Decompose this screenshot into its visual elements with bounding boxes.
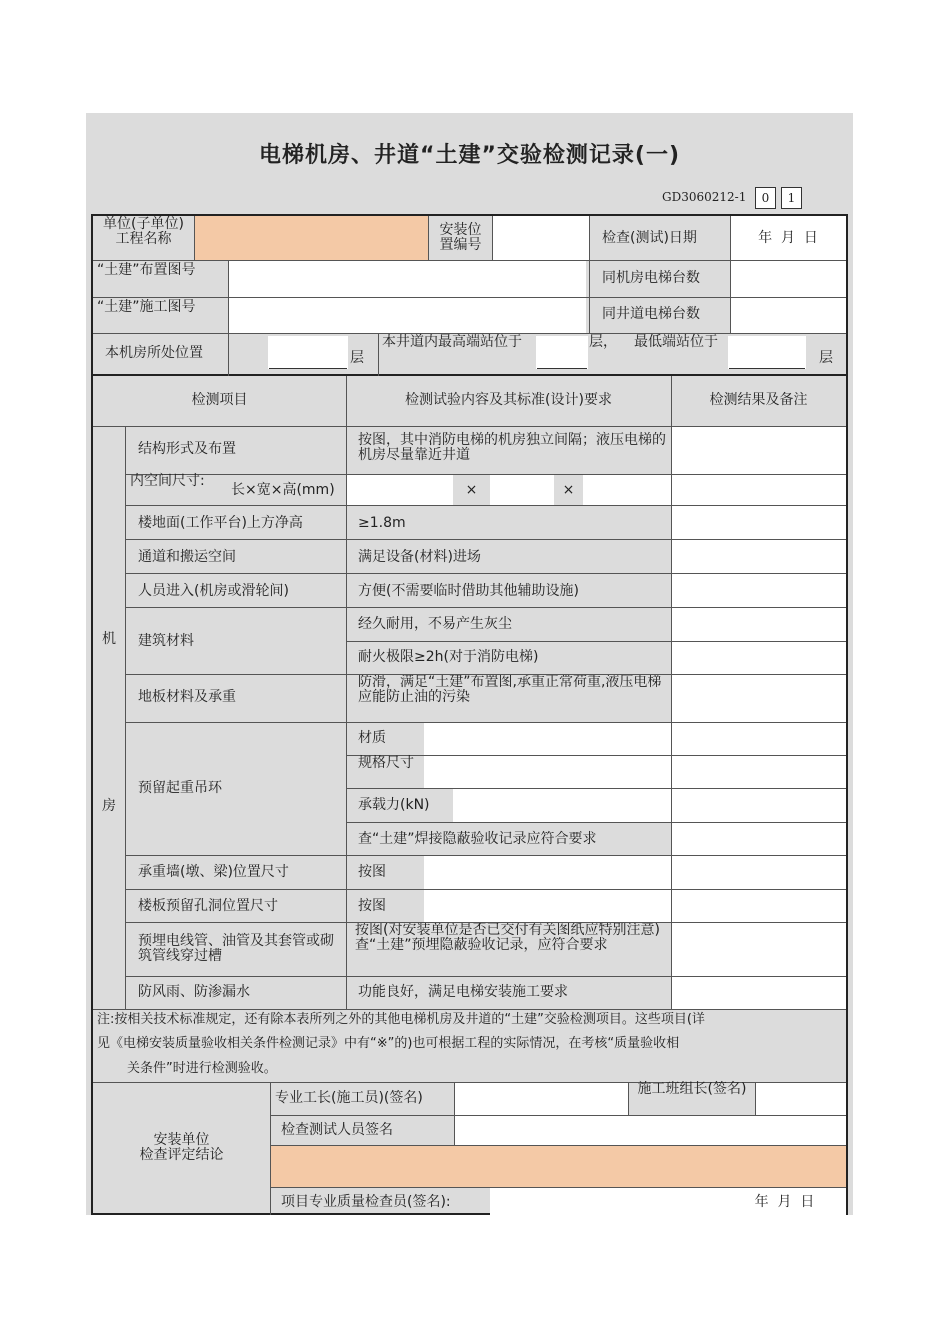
same-room-label: 同机房电梯台数 — [602, 270, 700, 286]
result-r8b[interactable] — [424, 755, 846, 788]
result-r10[interactable] — [424, 889, 846, 922]
room-location-input[interactable] — [268, 336, 348, 369]
result-r2[interactable] — [671, 474, 846, 505]
result-r9[interactable] — [424, 855, 846, 889]
width-input[interactable] — [490, 474, 554, 505]
install-label: 安装位 置编号 — [439, 222, 482, 253]
unit-label: 单位(子单位) 工程名称 — [103, 216, 184, 247]
result-r3[interactable] — [671, 505, 846, 539]
result-r5[interactable] — [671, 573, 846, 607]
unit-name-input[interactable] — [194, 216, 428, 260]
r5-item: 人员进入(机房或滑轮间) — [138, 583, 289, 599]
same-shaft-count-input[interactable] — [730, 297, 846, 333]
qc-date: 年 月 日 — [754, 1194, 815, 1210]
result-r4[interactable] — [671, 539, 846, 573]
result-r8c[interactable] — [453, 788, 846, 822]
result-r11[interactable] — [671, 922, 846, 976]
code-box-1[interactable]: 0 — [755, 187, 776, 209]
code-box-2[interactable]: 1 — [781, 187, 802, 209]
result-r8a[interactable] — [424, 722, 846, 755]
install-position-input[interactable] — [492, 216, 589, 260]
result-r6a[interactable] — [671, 607, 846, 641]
layout-drawing-label: “土建”布置图号 — [97, 262, 196, 278]
date-value: 年 月 日 — [758, 230, 818, 246]
r8-sub3: 承载力(kN) — [358, 797, 430, 813]
bottom-station-label: 最低端站位于 — [634, 334, 718, 350]
room-location-label: 本机房所处位置 — [105, 345, 203, 361]
conclusion-input[interactable] — [270, 1145, 846, 1187]
r8-sub2: 规格尺寸 — [358, 755, 414, 771]
r11-item: 预埋电线管、油管及其套管或砌筑管线穿过槽 — [138, 933, 334, 964]
floor-label-top: 层， — [589, 334, 617, 350]
col-result-header: 检测结果及备注 — [709, 392, 808, 408]
r5-req: 方便(不需要临时借助其他辅助设施) — [358, 583, 579, 599]
floor-label-1: 层 — [350, 350, 364, 366]
same-room-count-input[interactable] — [730, 260, 846, 297]
result-r8d[interactable] — [671, 822, 846, 855]
r2-item: 内空间尺寸: — [130, 473, 205, 489]
inspector-label: 检查测试人员签名 — [281, 1122, 393, 1138]
foreman-signature[interactable] — [454, 1082, 628, 1115]
r1-req: 按图，其中消防电梯的机房独立间隔；液压电梯的机房尽量靠近井道 — [358, 432, 666, 463]
note-line-2: 见《电梯安装质量验收相关条件检测记录》中有“※”的)也可根据工程的实际情况，在考核“质量验收相 — [97, 1036, 680, 1051]
bottom-station-input[interactable] — [728, 336, 806, 369]
result-r12[interactable] — [671, 976, 846, 1009]
r6-req2: 耐火极限≥2h(对于消防电梯) — [358, 649, 539, 665]
construction-drawing-input[interactable] — [228, 297, 586, 333]
conclusion-label: 安装单位 检查评定结论 — [139, 1132, 224, 1163]
r3-item: 楼地面(工作平台)上方净高 — [138, 515, 303, 531]
r9-item: 承重墙(墩、梁)位置尺寸 — [138, 864, 289, 880]
r8-sub1: 材质 — [358, 730, 386, 746]
r10-item: 楼板预留孔洞位置尺寸 — [138, 898, 278, 914]
height-input[interactable] — [583, 474, 671, 505]
group-label-top: 机 — [102, 631, 116, 647]
group-label-bottom: 房 — [102, 798, 116, 814]
r2-x1: × — [465, 482, 478, 498]
qc-signature[interactable] — [490, 1187, 723, 1215]
r6-item: 建筑材料 — [138, 633, 194, 649]
qc-label: 项目专业质量检查员(签名): — [281, 1194, 451, 1210]
r7-item: 地板材料及承重 — [138, 689, 236, 705]
r8-sub4: 查“土建”焊接隐蔽验收记录应符合要求 — [358, 831, 597, 847]
result-r1[interactable] — [671, 426, 846, 474]
r4-item: 通道和搬运空间 — [138, 549, 236, 565]
note-line-3: 关条件”时进行检测验收。 — [127, 1061, 277, 1076]
form-title: 电梯机房、井道“土建”交验检测记录(一) — [258, 143, 681, 168]
r10-req: 按图 — [358, 898, 386, 914]
r9-req: 按图 — [358, 864, 386, 880]
foreman-label: 专业工长(施工员)(签名) — [275, 1090, 423, 1106]
r8-item: 预留起重吊环 — [138, 780, 222, 796]
r1-item: 结构形式及布置 — [138, 441, 236, 457]
r4-req: 满足设备(材料)进场 — [358, 549, 481, 565]
team-leader-label: 施工班组长(签名) — [637, 1081, 747, 1097]
result-r7[interactable] — [671, 674, 846, 722]
doc-code: GD3060212-1 — [662, 190, 747, 204]
r2-x2: × — [562, 482, 575, 498]
r6-req1: 经久耐用，不易产生灰尘 — [358, 616, 512, 632]
date-label: 检查(测试)日期 — [602, 230, 697, 246]
floor-label-2: 层 — [819, 350, 833, 366]
r3-req: ≥1.8m — [358, 515, 406, 531]
r12-item: 防风雨、防渗漏水 — [138, 984, 250, 1000]
r11-req: 按图(对安装单位是否已交付有关图纸应特别注意)查“土建”预埋隐蔽验收记录，应符合要求 — [355, 923, 660, 953]
r2-dims: 长×宽×高(mm) — [231, 482, 335, 498]
r12-req: 功能良好，满足电梯安装施工要求 — [358, 984, 568, 1000]
col-item-header: 检测项目 — [191, 392, 248, 408]
result-r6b[interactable] — [671, 641, 846, 674]
inspector-signature[interactable] — [454, 1115, 846, 1145]
same-shaft-label: 同井道电梯台数 — [602, 306, 700, 322]
col-req-header: 检测试验内容及其标准(设计)要求 — [405, 392, 612, 408]
construction-drawing-label: “土建”施工图号 — [97, 299, 196, 315]
r7-req: 防滑，满足“土建”布置图,承重正常荷重,液压电梯应能防止油的污染 — [358, 675, 662, 705]
record-form — [91, 214, 848, 1215]
team-leader-signature[interactable] — [755, 1082, 846, 1115]
top-station-label: 本井道内最高端站位于 — [382, 334, 522, 350]
note-line-1: 注:按相关技术标准规定，还有除本表所列之外的其他电梯机房及井道的“土建”交验检测项目。这些项目(详 — [97, 1012, 705, 1027]
layout-drawing-input[interactable] — [228, 260, 586, 297]
top-station-input[interactable] — [536, 336, 588, 369]
length-input[interactable] — [346, 474, 453, 505]
